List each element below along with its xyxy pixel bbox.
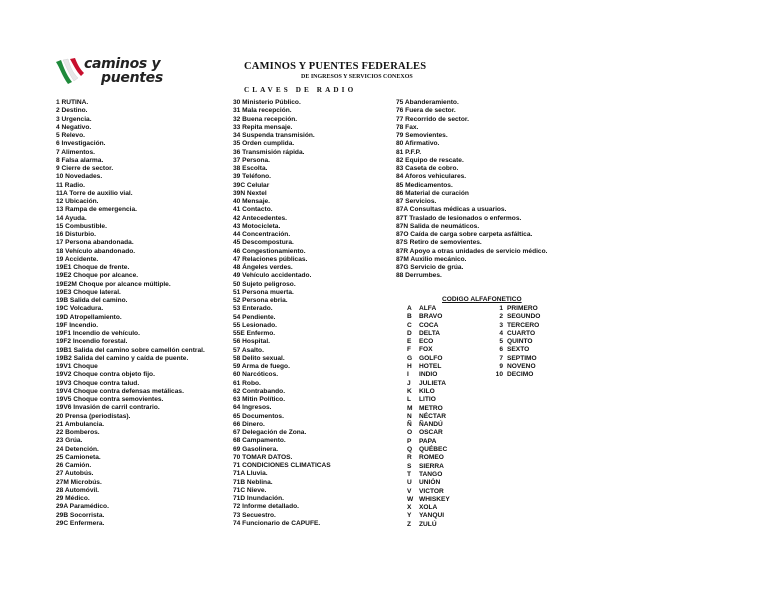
alfabetico-row [407, 313, 450, 321]
numero-row [489, 313, 540, 321]
alfabetico-letter: W [407, 495, 414, 503]
alfabetico-row [407, 388, 450, 396]
clave-item: 79 Semovientes. [396, 132, 448, 139]
numero-digit: 7 [499, 354, 503, 362]
alfabetico-letter: T [407, 470, 412, 478]
alfabetico-word: TANGO [419, 470, 443, 478]
clave-item: 85 Medicamentos. [396, 181, 453, 189]
numero-row [489, 371, 540, 379]
clave-item: 36 Transmisión rápida. [233, 148, 305, 156]
numero-row [489, 330, 540, 338]
alfabetico-letter: Q [407, 446, 413, 454]
numero-word: SEXTO [507, 346, 530, 354]
clave-item: 49 Vehículo accidentado. [233, 272, 312, 280]
alfabetico-word: UNIÓN [419, 479, 441, 487]
numero-digit: 9 [499, 363, 503, 371]
alfabetico-row [407, 421, 450, 429]
numero-word: TERCERO [507, 321, 540, 329]
clave-item: 71A Lluvia. [233, 470, 268, 478]
clave-item: 32 Buena recepción. [233, 115, 298, 123]
clave-item: 19E2M Choque por alcance múltiple. [56, 280, 171, 288]
clave-item: 44 Concentración. [233, 231, 291, 238]
alfabetico-letter: G [407, 354, 413, 362]
alfabetico-letter: Z [407, 520, 412, 528]
clave-item: 87M Auxilio mecánico. [396, 255, 467, 263]
clave-item: 3 Urgencia. [56, 115, 92, 123]
clave-item: 45 Descompostura. [233, 239, 294, 247]
numero-row [489, 355, 540, 363]
clave-item: 59 Arma de fuego. [233, 363, 290, 370]
alfabetico-heading: CODIGO ALFAFONETICO [442, 296, 522, 303]
alfabetico-letter: B [407, 313, 412, 321]
clave-item: 80 Afirmativo. [396, 140, 440, 148]
clave-item: 27 Autobús. [56, 470, 94, 478]
claves-column-3 [396, 99, 547, 281]
clave-item: 29 Médico. [56, 495, 90, 502]
alfabetico-row [407, 371, 450, 379]
clave-item: 39N Nextel [233, 189, 267, 197]
alfabetico-word: FOX [419, 346, 433, 354]
clave-item: 71D Inundación. [233, 495, 284, 502]
numero-word: QUINTO [507, 338, 533, 346]
clave-item: 22 Bomberos. [56, 429, 100, 436]
alfabetico-letter: F [407, 346, 412, 354]
clave-item: 47 Relaciones públicas. [233, 255, 308, 263]
alfabetico-word: HOTEL [419, 363, 442, 371]
clave-item: 52 Persona ebria. [233, 297, 288, 304]
clave-item: 19E1 Choque de frente. [56, 264, 130, 271]
alfabetico-letter: I [407, 371, 409, 379]
clave-item: 29C Enfermera. [56, 519, 105, 527]
clave-item: 17 Persona abandonada. [56, 239, 134, 247]
alfabetico-word: LITIO [419, 396, 436, 404]
alfabetico-row [407, 521, 450, 529]
alfabetico-letter: L [407, 396, 412, 404]
clave-item: 19V3 Choque contra talud. [56, 379, 140, 387]
clave-item: 5 Relevo. [56, 132, 85, 139]
alfabetico-row [407, 438, 450, 446]
clave-item: 15 Combustible. [56, 222, 107, 230]
clave-item: 39 Teléfono. [233, 173, 271, 181]
clave-item: 87O Caída de carga sobre carpeta asfáltica. [396, 231, 533, 238]
clave-item: 53 Enterado. [233, 305, 273, 313]
alfabetico-row [407, 479, 450, 487]
clave-item: 41 Contacto. [233, 206, 273, 214]
clave-item: 58 Delito sexual. [233, 354, 285, 362]
clave-item: 87T Traslado de lesionados o enfermos. [396, 214, 522, 222]
clave-item: 40 Mensaje. [233, 198, 271, 205]
alfabetico-numbers-list [489, 305, 540, 380]
clave-item: 67 Delegación de Zona. [233, 429, 307, 436]
document-subtitle: DE INGRESOS Y SERVICIOS CONEXOS [301, 74, 413, 80]
alfabetico-letter: U [407, 479, 412, 487]
alfabetico-word: OSCAR [419, 429, 443, 437]
alfabetico-row [407, 471, 450, 479]
document-title: CAMINOS Y PUENTES FEDERALES [244, 61, 427, 72]
numero-word: SEPTIMO [507, 354, 537, 362]
clave-item: 70 TOMAR DATOS. [233, 453, 293, 461]
alfabetico-row [407, 512, 450, 520]
alfabetico-row [407, 330, 450, 338]
alfabetico-letter: H [407, 363, 412, 371]
numero-word: NOVENO [507, 363, 536, 371]
alfabetico-row [407, 496, 450, 504]
clave-item: 88 Derrumbes. [396, 272, 442, 280]
clave-item: 13 Rampa de emergencia. [56, 206, 137, 214]
alfabetico-word: QUÉBEC [419, 446, 448, 454]
clave-item: 2 Destino. [56, 107, 88, 115]
alfabetico-row [407, 355, 450, 363]
clave-item: 19D Atropellamiento. [56, 313, 122, 321]
clave-item: 42 Antecedentes. [233, 214, 287, 222]
numero-digit: 10 [495, 371, 503, 379]
alfabetico-row [407, 454, 450, 462]
alfabetico-word: METRO [419, 404, 443, 412]
clave-item: 74 Funcionario de CAPUFE. [233, 519, 321, 527]
clave-item: 19F2 Incendio forestal. [56, 338, 128, 346]
clave-item: 39C Celular [233, 181, 270, 189]
clave-item: 16 Disturbio. [56, 231, 96, 238]
alfabetico-word: INDIO [419, 371, 438, 379]
alfabetico-letter: Y [407, 512, 412, 520]
alfabetico-word: WHISKEY [419, 495, 450, 503]
alfabetico-letter: S [407, 462, 412, 470]
numero-word: PRIMERO [507, 305, 538, 312]
alfabetico-word: BRAVO [419, 313, 443, 321]
alfabetico-row [407, 405, 450, 413]
clave-item: 76 Fuera de sector. [396, 107, 456, 115]
caminos-y-puentes-logo [54, 54, 164, 90]
clave-item: 37 Persona. [233, 156, 271, 164]
clave-item: 11 Radio. [56, 181, 85, 189]
clave-item: 78 Fax. [396, 123, 419, 131]
clave-item: 19C Volcadura. [56, 305, 104, 313]
logo-flag-icon [54, 56, 86, 86]
numero-digit: 1 [499, 305, 503, 312]
clave-item: 84 Aforos vehiculares. [396, 173, 467, 181]
clave-item: 19B Salida del camino. [56, 297, 128, 304]
clave-item: 21 Ambulancia. [56, 420, 105, 428]
clave-item: 23 Grúa. [56, 437, 83, 445]
alfabetico-word: ZULÚ [419, 520, 437, 528]
clave-item: 19B1 Salida del camino sobre camellón central. [56, 346, 205, 354]
clave-item: 71C Nieve. [233, 486, 267, 494]
clave-item: 57 Asalto. [233, 346, 264, 354]
alfabetico-row [407, 396, 450, 404]
clave-item: 43 Motocicleta. [233, 222, 281, 230]
alfabetico-row [407, 504, 450, 512]
clave-item: 51 Persona muerta. [233, 288, 294, 296]
alfabetico-word: NÉCTAR [419, 412, 446, 420]
alfabetico-row [407, 338, 450, 346]
clave-item: 87 Servicios. [396, 198, 437, 205]
alfabetico-letter: N [407, 412, 412, 420]
clave-item: 19B2 Salida del camino y caída de puente. [56, 354, 189, 362]
alfabetico-letter: D [407, 329, 412, 337]
alfabetico-word: ÑANDÚ [419, 421, 443, 429]
alfabetico-row [407, 429, 450, 437]
clave-item: 38 Escolta. [233, 165, 268, 172]
clave-item: 61 Robo. [233, 379, 261, 387]
alfabetico-word: COCA [419, 321, 439, 329]
clave-item: 26 Camión. [56, 462, 92, 469]
clave-item: 65 Documentos. [233, 412, 284, 420]
clave-item: 87R Apoyo a otras unidades de servicio médico. [396, 247, 548, 255]
alfabetico-letters-list [407, 305, 450, 529]
clave-item: 11A Torre de auxilio vial. [56, 189, 133, 197]
alfabetico-row [407, 363, 450, 371]
clave-item: 19V2 Choque contra objeto fijo. [56, 371, 155, 379]
numero-row [489, 322, 540, 330]
alfabetico-letter: X [407, 504, 412, 512]
clave-item: 54 Pendiente. [233, 313, 276, 321]
clave-item: 68 Campamento. [233, 437, 286, 445]
clave-item: 72 Informe detallado. [233, 503, 299, 511]
clave-item: 19V6 Invasión de carril contrario. [56, 404, 160, 412]
alfabetico-letter: E [407, 338, 412, 346]
clave-item: 14 Ayuda. [56, 214, 87, 222]
alfabetico-word: ALFA [419, 305, 437, 312]
clave-item: 71B Neblina. [233, 478, 273, 486]
numero-word: CUARTO [507, 329, 536, 337]
alfabetico-letter: J [407, 379, 411, 387]
clave-item: 33 Repita mensaje. [233, 123, 293, 131]
alfabetico-letter: M [407, 404, 413, 412]
clave-item: 87G Servicio de grúa. [396, 264, 464, 271]
alfabetico-word: ECO [419, 338, 434, 346]
numero-word: DECIMO [507, 371, 534, 379]
logo-text-line2: puentes [101, 70, 163, 86]
numero-word: SEGUNDO [507, 313, 541, 321]
clave-item: 19 Accidente. [56, 255, 99, 263]
clave-item: 9 Cierre de sector. [56, 165, 114, 172]
clave-item: 19E3 Choque lateral. [56, 288, 121, 296]
claves-column-1 [56, 99, 205, 528]
clave-item: 1 RUTINA. [56, 99, 89, 106]
claves-column-2 [233, 99, 331, 528]
clave-item: 87A Consultas médicas a usuarios. [396, 206, 507, 214]
clave-item: 19V5 Choque contra semovientes. [56, 396, 164, 403]
alfabetico-row [407, 305, 450, 313]
clave-item: 19F Incendio. [56, 321, 99, 329]
numero-row [489, 305, 540, 313]
clave-item: 82 Equipo de rescate. [396, 156, 464, 164]
alfabetico-row [407, 413, 450, 421]
alfabetico-letter: V [407, 487, 412, 495]
clave-item: 77 Recorrido de sector. [396, 115, 469, 123]
clave-item: 25 Camioneta. [56, 453, 101, 461]
clave-item: 29A Paramédico. [56, 503, 109, 511]
clave-item: 10 Novedades. [56, 173, 103, 181]
alfabetico-word: GOLFO [419, 354, 443, 362]
clave-item: 18 Vehículo abandonado. [56, 247, 136, 255]
clave-item: 62 Contrabando. [233, 387, 286, 395]
clave-item: 86 Material de curación [396, 189, 469, 197]
numero-digit: 3 [499, 321, 503, 329]
alfabetico-letter: A [407, 305, 412, 312]
alfabetico-row [407, 346, 450, 354]
alfabetico-word: PAPA [419, 437, 437, 445]
clave-item: 55 Lesionado. [233, 321, 277, 329]
clave-item: 27M Microbús. [56, 478, 102, 486]
clave-item: 64 Ingresos. [233, 404, 272, 412]
clave-item: 12 Ubicación. [56, 198, 99, 205]
alfabetico-word: DELTA [419, 329, 440, 337]
section-heading: CLAVES DE RADIO [244, 86, 357, 94]
alfabetico-word: YANQUI [419, 512, 445, 520]
clave-item: 19F1 Incendio de vehículo. [56, 330, 140, 337]
alfabetico-letter: P [407, 437, 412, 445]
logo-text-line1: caminos y [84, 56, 161, 72]
clave-item: 50 Sujeto peligroso. [233, 280, 296, 288]
alfabetico-letter: O [407, 429, 413, 437]
clave-item: 75 Abanderamiento. [396, 99, 459, 106]
alfabetico-letter: K [407, 387, 412, 395]
clave-item: 31 Mala recepción. [233, 107, 292, 115]
numero-digit: 2 [499, 313, 503, 321]
alfabetico-row [407, 380, 450, 388]
clave-item: 30 Ministerio Público. [233, 99, 301, 106]
clave-item: 69 Gasolinera. [233, 445, 279, 453]
clave-item: 87S Retiro de semovientes. [396, 239, 482, 247]
clave-item: 87N Salida de neumáticos. [396, 222, 480, 230]
numero-digit: 5 [499, 338, 503, 346]
clave-item: 55E Enfermo. [233, 330, 276, 337]
clave-item: 73 Secuestro. [233, 511, 276, 519]
alfabetico-word: ROMEO [419, 454, 444, 462]
clave-item: 24 Detención. [56, 445, 99, 453]
alfabetico-word: XOLA [419, 504, 438, 512]
alfabetico-row [407, 463, 450, 471]
numero-row [489, 338, 540, 346]
alfabetico-letter: C [407, 321, 412, 329]
clave-item: 46 Congestionamiento. [233, 247, 306, 255]
clave-item: 48 Ángeles verdes. [233, 264, 293, 271]
clave-item: 56 Hospital. [233, 338, 271, 346]
alfabetico-word: SIERRA [419, 462, 444, 470]
clave-item: 35 Orden cumplida. [233, 140, 295, 148]
clave-item: 34 Suspenda transmisión. [233, 132, 315, 139]
alfabetico-letter: R [407, 454, 412, 462]
numero-row [489, 363, 540, 371]
clave-item: 63 Mitin Político. [233, 396, 286, 403]
clave-item: 20 Prensa (periodistas). [56, 412, 131, 420]
clave-item: 28 Automóvil. [56, 486, 99, 494]
clave-item: 19V4 Choque contra defensas metálicas. [56, 387, 184, 395]
clave-item: 81 P.F.P. [396, 148, 422, 156]
numero-digit: 4 [499, 329, 503, 337]
numero-row [489, 346, 540, 354]
clave-item: 6 Investigación. [56, 140, 106, 148]
alfabetico-row [407, 488, 450, 496]
alfabetico-row [407, 322, 450, 330]
clave-item: 7 Alimentos. [56, 148, 95, 156]
alfabetico-row [407, 446, 450, 454]
clave-item: 60 Narcóticos. [233, 371, 279, 379]
alfabetico-word: JULIETA [419, 379, 446, 387]
alfabetico-letter: Ñ [407, 421, 412, 429]
clave-item: 19E2 Choque por alcance. [56, 272, 139, 280]
clave-item: 83 Caseta de cobro. [396, 165, 459, 172]
clave-item: 66 Dinero. [233, 420, 265, 428]
clave-item: 29B Socorrista. [56, 511, 105, 519]
clave-item: 4 Negativo. [56, 123, 92, 131]
numero-digit: 6 [499, 346, 503, 354]
clave-item: 8 Falsa alarma. [56, 156, 104, 164]
alfabetico-word: VICTOR [419, 487, 444, 495]
clave-item: 19V1 Choque [56, 363, 98, 370]
clave-item: 71 CONDICIONES CLIMATICAS [233, 462, 331, 469]
alfabetico-word: KILO [419, 387, 435, 395]
